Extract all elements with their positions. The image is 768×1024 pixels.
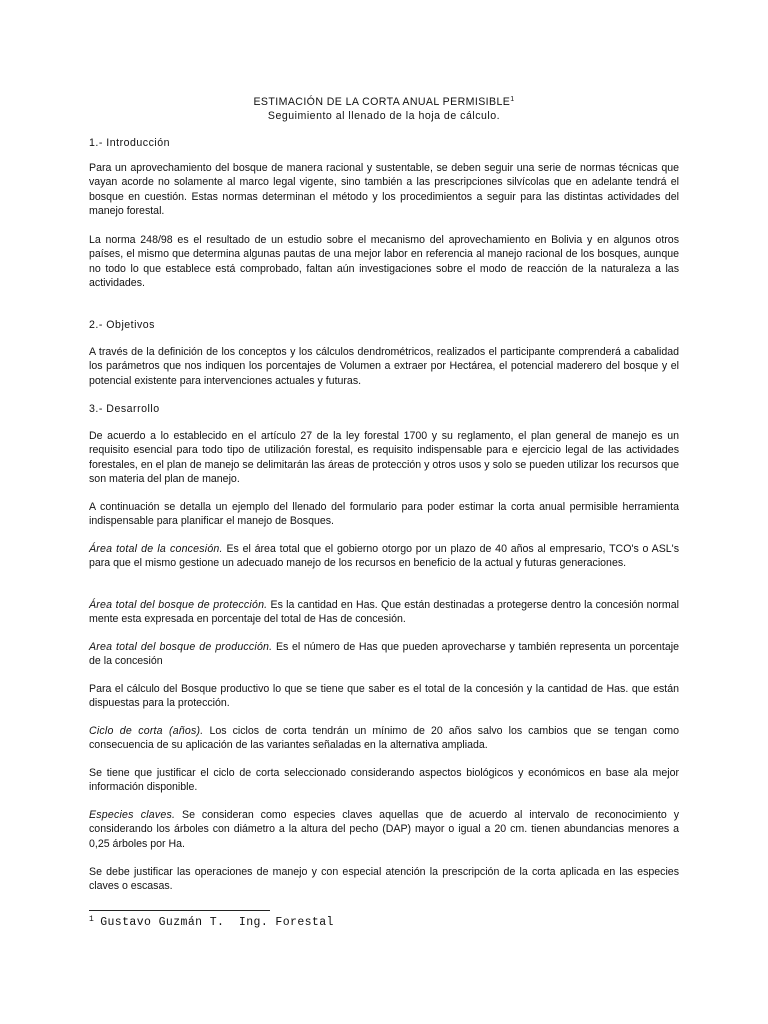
term-ciclo-corta: Ciclo de corta (años). [89,725,204,737]
footnote-mark: 1 [89,915,95,924]
paragraph-objetivos-1: A través de la definición de los conceptos y los cálculos dendrométricos, realizados el participante comprenderá a cabalidad los parámetros que nos indiquen los porcentajes de Volumen a extraer por Hectárea, el potencial maderero del bosque y el potencial existente para intervenciones actuales y futuras. [89,346,679,387]
paragraph-bosque-productivo: Para el cálculo del Bosque productivo lo que se tiene que saber es el total de la concesión y la cantidad de Has. que están dispuestas para la protección. [89,683,679,710]
paragraph-bosque-proteccion [89,598,679,627]
title-footnote-mark: 1 [510,96,515,103]
paragraph-especies-claves [89,808,679,851]
paragraph-area-total [89,542,679,571]
text-area-total: Es el área total que el gobierno otorgo por un plazo de 40 años al empresario, TCO's o ASL's para que el mismo gestione un adecuado manejo de los recursos en beneficio de la actual y futuras generaciones. [89,543,680,570]
text-bosque-proteccion: Es la cantidad en Has. Que están destinadas a protegerse dentro la concesión normal mente esta expresada en porcentaje del total de Has de concesión. [89,599,679,626]
paragraph-operaciones-manejo: Se debe justificar las operaciones de manejo y con especial atención la prescripción de la corta aplicada en las especies claves o escasas. [89,866,679,893]
paragraph-desarrollo-2: A continuación se detalla un ejemplo del llenado del formulario para poder estimar la corta anual permisible herramienta indispensable para planificar el manejo de Bosques. [89,501,679,528]
term-bosque-proteccion: Área total del bosque de protección. [89,599,268,611]
text-bosque-produccion: Es el número de Has que pueden aprovecharse y también representa un porcentaje de la concesión [89,641,679,668]
paragraph-intro-2: La norma 248/98 es el resultado de un estudio sobre el mecanismo del aprovechamiento en Bolivia y en algunos otros países, el mismo que determina algunas pautas de una mejor labor en referencia al manejo racional de los bosques, aunque no todo lo que establece está comprobado, faltan aún investigaciones sobre el modo de reacción de la naturaleza a las actividades. [89,234,679,290]
term-especies-claves: Especies claves. [89,809,176,821]
paragraph-intro-1: Para un aprovechamiento del bosque de manera racional y sustentable, se deben seguir una serie de normas técnicas que vayan acorde no solamente al marco legal vigente, sino también a las prescripciones silvícolas que en adelante tendrá el bosque en cuestión. Estas normas determinan el método y los procedimientos a seguir para las distintas actividades del manejo forestal. [89,162,679,218]
term-bosque-produccion: Area total del bosque de producción. [89,641,273,653]
text-especies-claves: Se consideran como especies claves aquellas que de acuerdo al intervalo de reconocimiento y considerando los árboles con diámetro a la altura del pecho (DAP) mayor o igual a 20 cm. tienen abundancias menores a 0,25 árboles por Ha. [89,809,679,850]
paragraph-ciclo-corta [89,724,679,753]
term-area-total: Área total de la concesión. [89,543,223,555]
footnote-text: Gustavo Guzmán T. Ing. Forestal [100,916,334,929]
footnote-separator [89,910,270,911]
paragraph-justificar-ciclo: Se tiene que justificar el ciclo de corta seleccionado considerando aspectos biológicos y económicos en base ala mejor información disponible. [89,767,679,794]
title-text: ESTIMACIÓN DE LA CORTA ANUAL PERMISIBLE [253,96,511,108]
document-title [89,95,679,109]
heading-introduccion: 1.- Introducción [89,137,171,149]
paragraph-desarrollo-1: De acuerdo a lo establecido en el artículo 27 de la ley forestal 1700 y su reglamento, el plan general de manejo es un requisito esencial para todo tipo de utilización forestal, es requisito indispensable para e ejercicio legal de las actividades forestales, en el plan de manejo se delimitarán las áreas de protección y otros usos y solo se pueden utilizar los recursos que son materia del plan de manejo. [89,430,679,486]
heading-objetivos: 2.- Objetivos [89,319,155,331]
text-ciclo-corta: Los ciclos de corta tendrán un mínimo de 20 años salvo los cambios que se tengan como consecuencia de su aplicación de las variantes señaladas en la alternativa ampliada. [89,725,679,752]
document-subtitle: Seguimiento al llenado de la hoja de cálculo. [267,110,501,122]
paragraph-bosque-produccion [89,640,679,669]
heading-desarrollo: 3.- Desarrollo [89,403,160,415]
footnote [89,916,334,930]
